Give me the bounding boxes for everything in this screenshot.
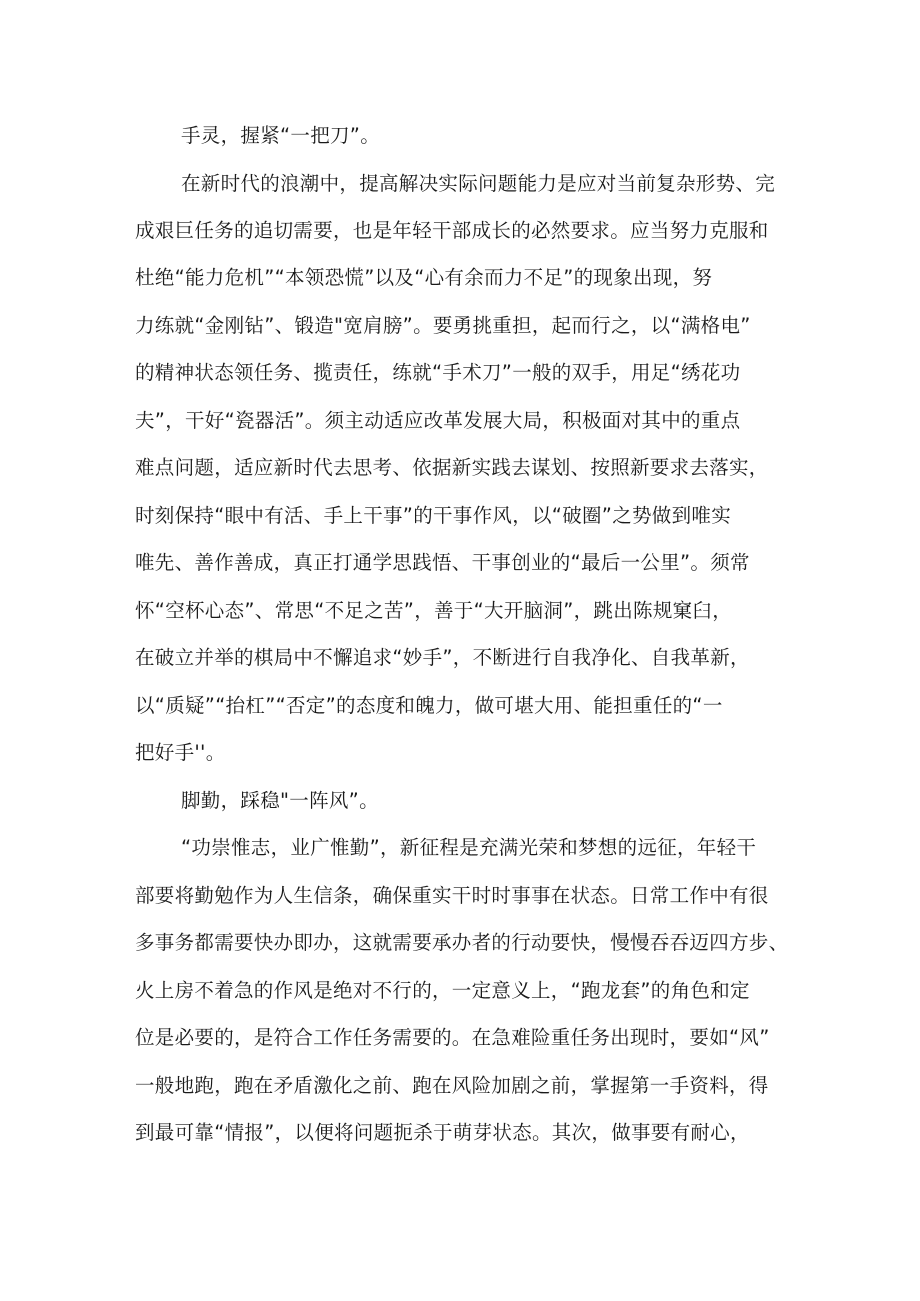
text-line: 怀“空杯心态”、常思“不足之苦”，善于“大开脑洞”，跳出陈规窠臼， (135, 599, 733, 622)
text-line: “功崇惟志，业广惟勤”，新征程是充满光荣和梦想的远征，年轻干 (181, 836, 757, 859)
text-line: 在新时代的浪潮中，提高解决实际问题能力是应对当前复杂形势、完 (181, 172, 776, 195)
text-line: 部要将勤勉作为人生信条，确保重实干时时事事在状态。日常工作中有很 (135, 884, 769, 907)
text-line: 唯先、善作善成，真正打通学思践悟、干事创业的“最后一公里”。须常 (135, 551, 750, 574)
text-line: 以“质疑”“抬杠”“否定”的态度和魄力，做可堪大用、能担重任的“一 (135, 694, 723, 717)
paragraph-heading-foot: 脚勤，踩稳"一阵风”。 (181, 789, 379, 812)
text-line: 难点问题，适应新时代去思考、依据新实践去谋划、按照新要求去落实， (135, 456, 769, 479)
text-line: 多事务都需要快办即办，这就需要承办者的行动要快，慢慢吞吞迈四方步、 (135, 931, 789, 954)
text-line: 成艰巨任务的追切需要，也是年轻干部成长的必然要求。应当努力克服和 (135, 219, 769, 242)
paragraph-heading-hand: 手灵，握紧“一把刀”。 (181, 124, 381, 147)
text-line: 在破立并举的棋局中不懈追求“妙手”，不断进行自我净化、自我革新， (135, 646, 750, 669)
text-line: 位是必要的，是符合工作任务需要的。在急难险重任务出现时，要如“风” (135, 1026, 770, 1049)
text-line: 一般地跑，跑在矛盾激化之前、跑在风险加剧之前，掌握第一手资料，得 (135, 1074, 769, 1097)
text-line: 到最可靠“情报”，以便将问题扼杀于萌芽状态。其次，做事要有耐心， (135, 1121, 750, 1144)
text-line: 把好手''。 (135, 741, 226, 764)
text-line: 的精神状态领任务、揽责任，练就“手术刀”一般的双手，用足“绣花功 (135, 361, 741, 384)
text-line: 时刻保持“眼中有活、手上干事”的干事作风，以“破圈”之势做到唯实 (135, 504, 732, 527)
text-line: 杜绝“能力危机”“本领恐慌”以及“心有余而力不足”的现象出现，努 (135, 266, 713, 289)
text-line: 火上房不着急的作风是绝对不行的，一定意义上，“跑龙套”的角色和定 (135, 979, 750, 1002)
text-line: 夫”，干好“瓷器活”。须主动适应改革发展大局，积极面对其中的重点 (135, 409, 741, 432)
text-line: 力练就“金刚钻”、锻造"宽肩膀”。要勇挑重担，起而行之，以“满格电” (135, 314, 751, 337)
